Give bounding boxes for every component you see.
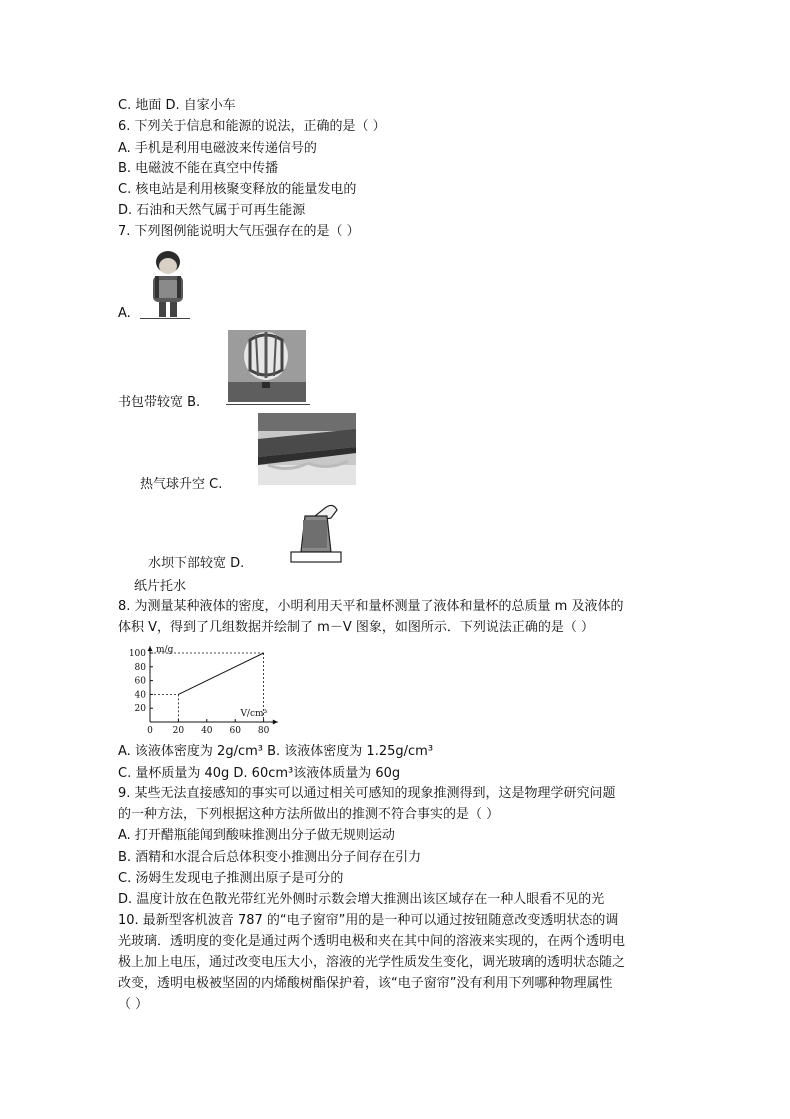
series-line — [178, 653, 263, 694]
question-9-option-a: A. 打开醋瓶能闻到酸味推测出分子做无规则运动 — [118, 828, 395, 843]
question-7-caption-a-and-b-label: 书包带较宽 B. — [118, 395, 201, 410]
y-axis-label: m/g — [156, 645, 174, 656]
question-6-stem: 6. 下列关于信息和能源的说法，正确的是（ ） — [118, 119, 386, 134]
backpack-boy-image — [142, 248, 194, 320]
question-6-option-a: A. 手机是利用电磁波来传递信号的 — [118, 141, 317, 156]
question-6-option-d: D. 石油和天然气属于可再生能源 — [118, 203, 306, 218]
question-10-stem-line-2: 光玻璃．透明度的变化是通过两个透明电极和夹在其中间的溶液来实现的，在两个透明电 — [118, 934, 626, 949]
y-tick-label: 60 — [134, 676, 146, 687]
question-10-stem-line-5: （ ） — [118, 997, 149, 1012]
y-tick-label: 40 — [134, 690, 146, 701]
question-10-stem-line-1: 10. 最新型客机波音 787 的“电子窗帘”用的是一种可以通过按钮随意改变透明状态的调 — [118, 913, 619, 928]
x-axis-label: V/cm³ — [240, 709, 268, 719]
x-tick-label: 40 — [201, 726, 213, 736]
underline — [140, 318, 190, 319]
question-8-stem-line-2: 体积 V，得到了几组数据并绘制了 m－V 图象，如图所示．下列说法正确的是（ ） — [118, 620, 594, 635]
x-tick-label: 80 — [257, 726, 270, 736]
question-7-caption-b-and-c-label: 热气球升空 C. — [140, 477, 223, 492]
question-10-stem-line-4: 改变，透明电极被坚固的内烯酸树酯保护着，该“电子窗帘”没有利用下列哪种物理属性 — [118, 976, 613, 991]
question-8-options-cd: C. 量杯质量为 40g D. 60cm³该液体质量为 60g — [118, 766, 401, 781]
underline — [226, 404, 310, 405]
question-7-stem: 7. 下列图例能说明大气压强存在的是（ ） — [118, 224, 360, 239]
y-tick-label: 20 — [134, 704, 146, 715]
question-6-option-b: B. 电磁波不能在真空中传播 — [118, 161, 279, 176]
question-9-option-b: B. 酒精和水混合后总体积变小推测出分子间存在引力 — [118, 850, 422, 865]
y-tick-label: 100 — [128, 649, 146, 659]
question-9-stem-line-2: 的一种方法，下列根据这种方法所做出的推测不符合事实的是（ ） — [118, 807, 500, 822]
m-v-chart — [118, 640, 298, 740]
question-7-caption-d: 纸片托水 — [134, 579, 187, 594]
x-tick-label: 60 — [229, 726, 241, 736]
question-7-caption-c-and-d-label: 水坝下部较宽 D. — [148, 556, 245, 571]
question-9-stem-line-1: 9. 某些无法直接感知的事实可以通过相关可感知的现象推测得到，这是物理学研究问题 — [118, 786, 616, 801]
question-8-stem-line-1: 8. 为测量某种液体的密度，小明利用天平和量杯测量了液体和量杯的总质量 m 及液体的 — [118, 599, 624, 614]
paper-holding-water-image — [285, 500, 347, 568]
answer-options-line: C. 地面 D. 自家小车 — [118, 98, 236, 113]
dam-image — [258, 413, 356, 485]
question-9-option-d: D. 温度计放在色散光带红光外侧时示数会增大推测出该区域存在一种人眼看不见的光 — [118, 892, 605, 907]
question-8-options-ab: A. 该液体密度为 2g/cm³ B. 该液体密度为 1.25g/cm³ — [118, 744, 434, 759]
question-10-stem-line-3: 极上加上电压，通过改变电压大小，溶液的光学性质发生变化，调光玻璃的透明状态随之 — [118, 955, 626, 970]
x-axis-arrow — [273, 720, 278, 725]
y-tick-label: 80 — [134, 662, 146, 673]
x-tick-label: 20 — [172, 726, 185, 736]
question-7-option-a-label: A. — [118, 306, 131, 321]
question-6-option-c: C. 核电站是利用核聚变释放的能量发电的 — [118, 182, 357, 197]
hot-air-balloon-image — [228, 330, 306, 402]
question-9-option-c: C. 汤姆生发现电子推测出原子是可分的 — [118, 871, 344, 886]
x-tick-label: 0 — [147, 726, 153, 736]
y-axis-arrow — [148, 646, 153, 651]
